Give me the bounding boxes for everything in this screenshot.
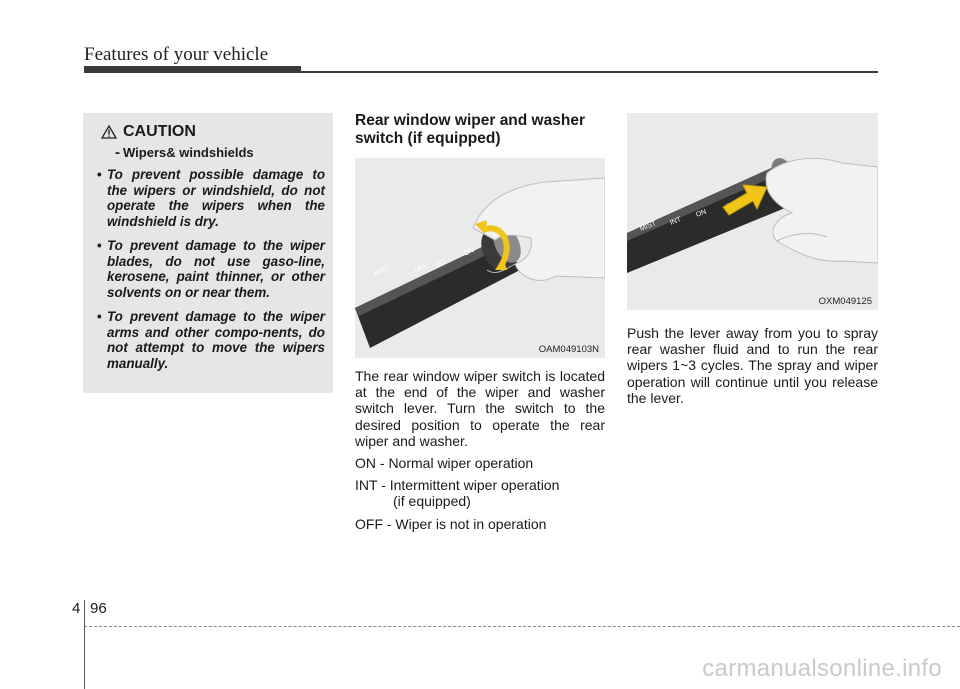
caution-item: • To prevent possible damage to the wipers or windshield, do not operate the wipers when the windshield is dry. (93, 167, 325, 229)
caution-item: • To prevent damage to the wiper blades, do not use gaso-line, kerosene, paint thinner, or other solvents on or near them. (93, 238, 325, 300)
svg-text:MIST: MIST (639, 220, 658, 233)
right-column (627, 315, 878, 406)
watermark: carmanualsonline.info (702, 655, 942, 682)
page-chapter: 4 (72, 600, 81, 617)
middle-column (355, 112, 605, 532)
figure-code: OXM049125 (818, 296, 872, 307)
footer-dashed-line (84, 626, 960, 627)
caution-list (93, 167, 325, 371)
figure-wiper-switch-rotate (355, 158, 605, 358)
figure-code: OAM049103N (538, 344, 599, 355)
svg-text:INT: INT (434, 258, 449, 270)
wiper-lever-push-illustration (627, 113, 878, 310)
definition-int: INT - Intermittent wiper operation (if equipped) (355, 477, 605, 509)
svg-text:ON: ON (695, 208, 708, 219)
page-header-title: Features of your vehicle (84, 44, 269, 65)
svg-text:ON: ON (462, 247, 476, 258)
footer-vertical-line (84, 600, 85, 689)
header-bar-thin (84, 71, 878, 73)
section-title: Rear window wiper and washer switch (if equipped) (355, 112, 585, 147)
caution-box (83, 113, 333, 393)
push-paragraph: Push the lever away from you to spray rear washer fluid and to run the rear wipers 1~3 cycles. The spray and wiper operation will continue until you release the lever. (627, 325, 878, 406)
svg-text:INT: INT (669, 216, 683, 227)
definition-off: OFF - Wiper is not in operation (355, 515, 547, 532)
caution-item: • To prevent damage to the wiper arms and other compo-nents, do not attempt to move the wipers manually. (93, 309, 325, 371)
definition-on: ON - Normal wiper operation (355, 455, 534, 472)
caution-subheading: - Wipers& windshields (115, 144, 254, 161)
caution-heading (101, 123, 325, 141)
section-paragraph: The rear window wiper switch is located at the end of the wiper and washer switch lever. Turn the switch to the desired position to operate the rear wiper and washer. (355, 368, 605, 449)
wiper-lever-rotate-illustration (355, 158, 605, 358)
caution-heading-text: CAUTION (123, 123, 196, 140)
figure-wiper-switch-push (627, 113, 878, 310)
svg-text:MIST: MIST (372, 264, 392, 278)
warning-triangle-icon (101, 125, 117, 139)
page-number: 96 (90, 600, 107, 617)
definition-int-note: (if equipped) (393, 493, 471, 510)
svg-text:OFF: OFF (412, 262, 429, 275)
